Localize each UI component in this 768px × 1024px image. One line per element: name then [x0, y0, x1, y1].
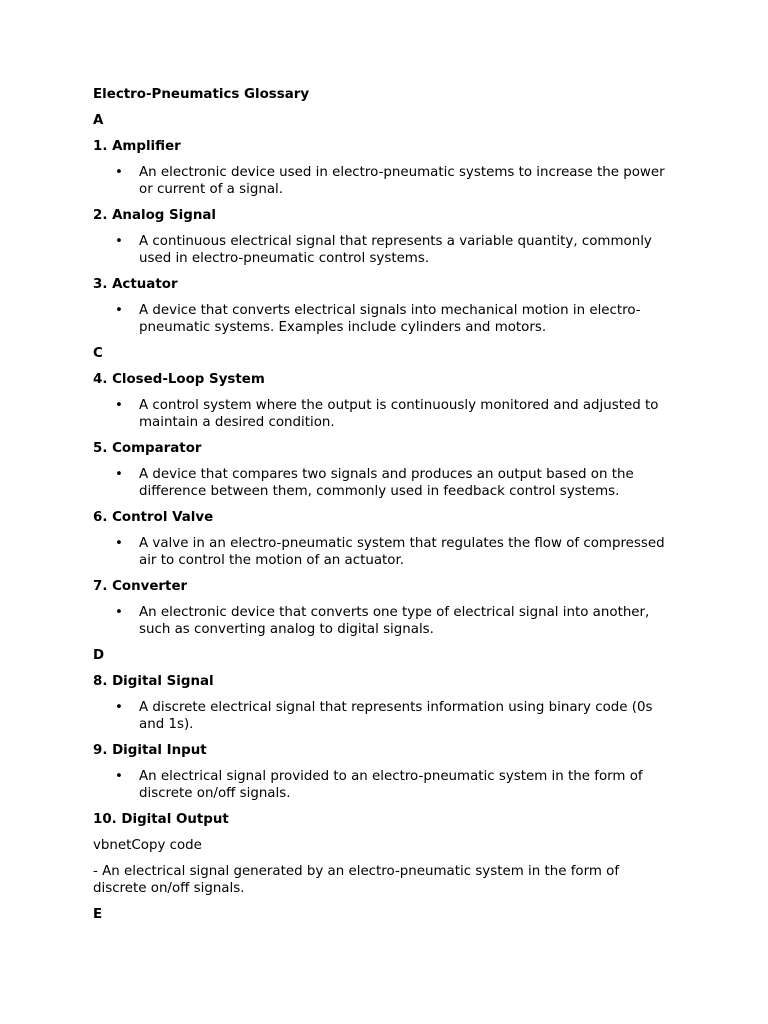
- definition-text: A device that converts electrical signals into mechanical motion in electro-pneumatic systems. Examples include cylinders and motors.: [139, 303, 641, 335]
- definition-text: A control system where the output is continuously monitored and adjusted to maintain a desired condition.: [139, 398, 659, 430]
- definition-list: [93, 466, 693, 500]
- bullet-icon: •: [115, 700, 123, 715]
- term-heading: 2. Analog Signal: [93, 208, 217, 223]
- definition-text: An electronic device used in electro-pneumatic systems to increase the power or current of a signal.: [139, 165, 665, 197]
- term-heading: 8. Digital Signal: [93, 674, 214, 689]
- section-letter-d: D: [93, 648, 105, 663]
- definition-item: [93, 164, 679, 198]
- definition-text: An electrical signal provided to an electro-pneumatic system in the form of discrete on/off signals.: [139, 769, 643, 801]
- bullet-icon: •: [115, 769, 123, 784]
- glossary-content: [93, 86, 693, 932]
- document-title: Electro-Pneumatics Glossary: [93, 87, 310, 102]
- section-letter-c: C: [93, 346, 103, 361]
- definition-item: [93, 604, 679, 638]
- term-heading: 10. Digital Output: [93, 812, 229, 827]
- definition-text: An electronic device that converts one type of electrical signal into another, such as converting analog to digital signals.: [139, 605, 650, 637]
- definition-item: [93, 466, 679, 500]
- definition-text: A device that compares two signals and produces an output based on the difference between them, commonly used in feedback control systems.: [139, 467, 634, 499]
- code-text: - An electrical signal generated by an electro-pneumatic system in the form of discrete on/off signals.: [93, 864, 620, 896]
- bullet-icon: •: [115, 398, 123, 413]
- definition-list: [93, 164, 693, 198]
- definition-text: A discrete electrical signal that represents information using binary code (0s and 1s).: [139, 700, 653, 732]
- definition-list: [93, 302, 693, 336]
- definition-item: [93, 397, 679, 431]
- definition-text: A continuous electrical signal that represents a variable quantity, commonly used in electro-pneumatic control systems.: [139, 234, 652, 266]
- section-letter-e: E: [93, 907, 103, 922]
- term-heading: 9. Digital Input: [93, 743, 207, 758]
- term-heading: 4. Closed-Loop System: [93, 372, 265, 387]
- definition-list: [93, 397, 693, 431]
- definition-item: [93, 535, 679, 569]
- bullet-icon: •: [115, 467, 123, 482]
- definition-list: [93, 768, 693, 802]
- term-heading: 3. Actuator: [93, 277, 178, 292]
- definition-item: [93, 768, 679, 802]
- bullet-icon: •: [115, 303, 123, 318]
- definition-item: [93, 302, 679, 336]
- bullet-icon: •: [115, 536, 123, 551]
- definition-list: [93, 699, 693, 733]
- definition-text: A valve in an electro-pneumatic system that regulates the flow of compressed air to control the motion of an actuator.: [139, 536, 665, 568]
- bullet-icon: •: [115, 605, 123, 620]
- definition-list: [93, 233, 693, 267]
- term-heading: 7. Converter: [93, 579, 188, 594]
- bullet-icon: •: [115, 234, 123, 249]
- term-heading: 5. Comparator: [93, 441, 202, 456]
- term-heading: 6. Control Valve: [93, 510, 214, 525]
- term-heading: 1. Amplifier: [93, 139, 181, 154]
- definition-list: [93, 604, 693, 638]
- definition-item: [93, 233, 679, 267]
- definition-item: [93, 699, 679, 733]
- bullet-icon: •: [115, 165, 123, 180]
- section-letter-a: A: [93, 113, 104, 128]
- definition-list: [93, 535, 693, 569]
- code-label: vbnetCopy code: [93, 838, 202, 853]
